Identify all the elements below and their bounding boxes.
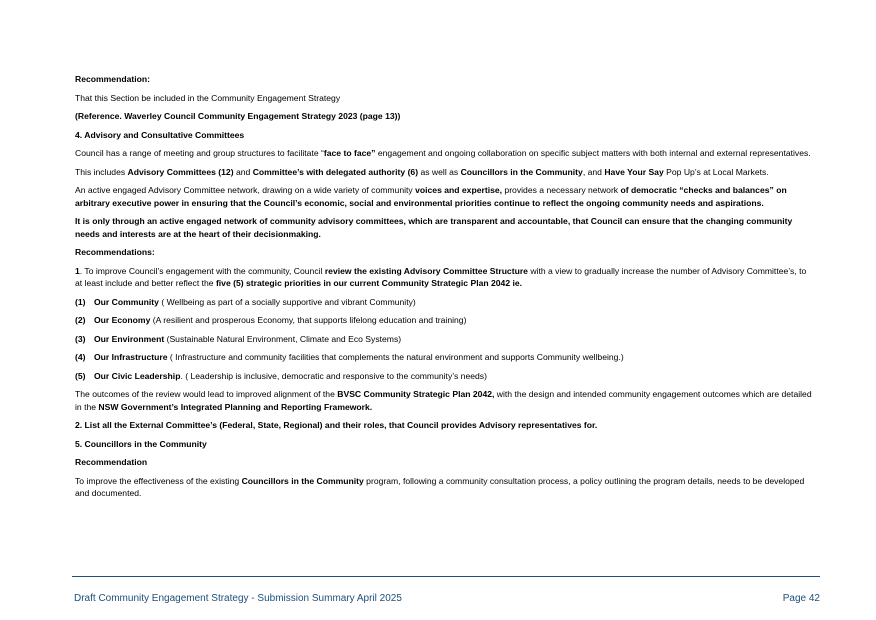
paragraph-meeting-structures: Council has a range of meeting and group structures to facilitate “face to face” engagement and ongoing collaboration on specific subject matters with both internal and external representatives.	[75, 148, 811, 158]
recommendations-heading: Recommendations:	[75, 247, 155, 257]
list-item: (3) Our Environment (Sustainable Natural Environment, Climate and Eco Systems)	[75, 333, 402, 344]
list-item: (4) Our Infrastructure ( Infrastructure and community facilities that complements the natural environment and supports Community wellbeing.)	[75, 352, 624, 362]
footer-title: Draft Community Engagement Strategy - Submission Summary April 2025	[74, 593, 402, 604]
section-4-heading: 4. Advisory and Consultative Committees	[75, 129, 245, 140]
recommendation-heading: Recommendation:	[75, 74, 150, 84]
document-body	[75, 73, 815, 506]
list-item: (2) Our Economy (A resilient and prosperous Economy, that supports lifelong education and training)	[75, 315, 467, 325]
paragraph-include-section: That this Section be included in the Community Engagement Strategy	[75, 92, 341, 103]
section-5-heading: 5. Councillors in the Community	[75, 438, 207, 449]
paragraph-advisory-network: An active engaged Advisory Committee network, drawing on a wide variety of community voices and expertise, provides a necessary network of democratic “checks and balances” on arbitrary executive power in ensuring that the Council’s economic, social and environmental priorities continue to reflect the ongoing community needs and aspirations.	[75, 185, 787, 208]
paragraph-active-network: It is only through an active engaged network of community advisory committees, which are transparent and accountable, that Council can ensure that the changing community needs and interests are at the heart of their decisionmaking.	[75, 216, 793, 239]
recommendation-1: 1. To improve Council’s engagement with the community, Council review the existing Advisory Committee Structure with a view to gradually increase the number of Advisory Committee’s, to at least include and better reflect the five (5) strategic priorities in our current Community Strategic Plan 2042 ie.	[75, 265, 807, 288]
paragraph-includes: This includes Advisory Committees (12) and Committee’s with delegated authority (6) as well as Councillors in the Community, and Have Your Say Pop Up’s at Local Markets.	[75, 166, 769, 177]
recommendation-2: 2. List all the External Committee’s (Federal, State, Regional) and their roles, that Council provides Advisory representatives for.	[75, 420, 598, 430]
reference-note: (Reference. Waverley Council Community Engagement Strategy 2023 (page 13))	[75, 111, 401, 121]
recommendation-heading-2: Recommendation	[75, 457, 148, 467]
footer-divider	[72, 576, 820, 577]
list-item: (5) Our Civic Leadership. ( Leadership is inclusive, democratic and responsive to the community’s needs)	[75, 370, 487, 381]
paragraph-review-outcomes: The outcomes of the review would lead to improved alignment of the BVSC Community Strategic Plan 2042, with the design and intended community engagement outcomes which are detailed in the NSW Government’s Integrated Planning and Reporting Framework.	[75, 389, 812, 412]
page-number: Page 42	[782, 593, 820, 604]
list-item: (1) Our Community ( Wellbeing as part of a socially supportive and vibrant Community)	[75, 296, 416, 307]
paragraph-councillors-program: To improve the effectiveness of the existing Councillors in the Community program, following a community consultation process, a policy outlining the program details, needs to be developed and documented.	[75, 475, 805, 498]
